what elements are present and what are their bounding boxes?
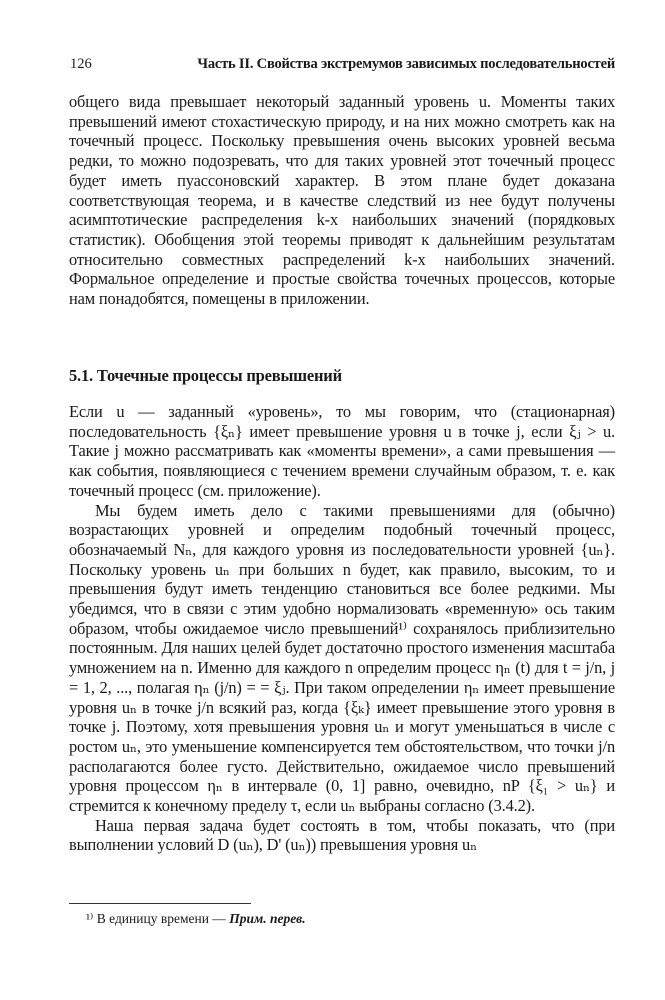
footnote-text: В единицу времени — <box>96 911 226 926</box>
footnote <box>86 911 306 927</box>
paragraph-1: Если u — заданный «уровень», то мы говорим, что (стационарная) последовательность {ξₙ} имеет превышение уровня u в точке j, если ξⱼ > u. Такие j можно рассматривать как «моменты времени», а сами превышения — как события, появляющиеся с течением времени случайным образом, т. е. как точечный процесс (см. приложение). <box>69 402 615 500</box>
intro-paragraph: общего вида превышает некоторый заданный уровень u. Моменты таких превышений имеют стохастическую природу, и на них можно смотреть как на точечный процесс. Поскольку превышения очень высоких уровней весьма редки, то можно подозревать, что для таких уровней этот точечный процесс будет иметь пуассоновский характер. В этом плане будет доказана соответствующая теорема, и в качестве следствий из нее будут получены асимптотические распределения k-х наибольших значений (порядковых статистик). Обобщения этой теоремы приводят к дальнейшим результатам относительно совместных распределений k-х наибольших значений. Формальное определение и простые свойства точечных процессов, которые нам понадобятся, помещены в приложении. <box>69 92 615 309</box>
section-body <box>69 402 615 855</box>
section-heading: 5.1. Точечные процессы превышений <box>69 366 342 385</box>
footnote-marker: ¹⁾ <box>86 911 94 926</box>
intro-paragraph-block <box>69 92 615 309</box>
footnote-translator-note: Прим. перев. <box>229 911 306 926</box>
paragraph-3: Наша первая задача будет состоять в том, чтобы показать, что (при выполнении условий D (uₙ), D' (uₙ)) превышения уровня uₙ <box>69 815 615 855</box>
page-header <box>70 56 615 73</box>
footnote-divider <box>69 903 251 904</box>
paragraph-2: Мы будем иметь дело с такими превышениями для (обычно) возрастающих уровней и определим подобный точечный процесс, обозначаемый Nₙ, для каждого уровня из последовательности уровней {uₙ}. Поскольку уровень uₙ при больших n будет, как правило, высоким, то и превышения будут иметь тенденцию становиться все более редкими. Мы убедимся, что в связи с этим удобно нормализовать «временную» ось таким образом, чтобы ожидаемое число превышений¹⁾ сохранялось приблизительно постоянным. Для наших целей будет достаточно простого изменения масштаба умножением на n. Именно для каждого n определим процесс ηₙ (t) для t = j/n, j = 1, 2, ..., полагая ηₙ (j/n) = = ξⱼ. При таком определении ηₙ имеет превышение уровня uₙ в точке j/n всякий раз, когда {ξₖ} имеет превышение этого уровня в точке j. Поэтому, хотя превышения уровня uₙ и могут уменьшаться в числе с ростом uₙ, это уменьшение компенсируется тем обстоятельством, что точки j/n располагаются более густо. Действительно, ожидаемое число превышений уровня процессом ηₙ в интервале (0, 1] равно, очевидно, nP {ξ₁ > uₙ} и стремится к конечному пределу τ, если uₙ выбраны согласно (3.4.2). <box>69 500 615 816</box>
running-title: Часть II. Свойства экстремумов зависимых последовательностей <box>197 56 615 72</box>
page-number: 126 <box>70 56 92 72</box>
